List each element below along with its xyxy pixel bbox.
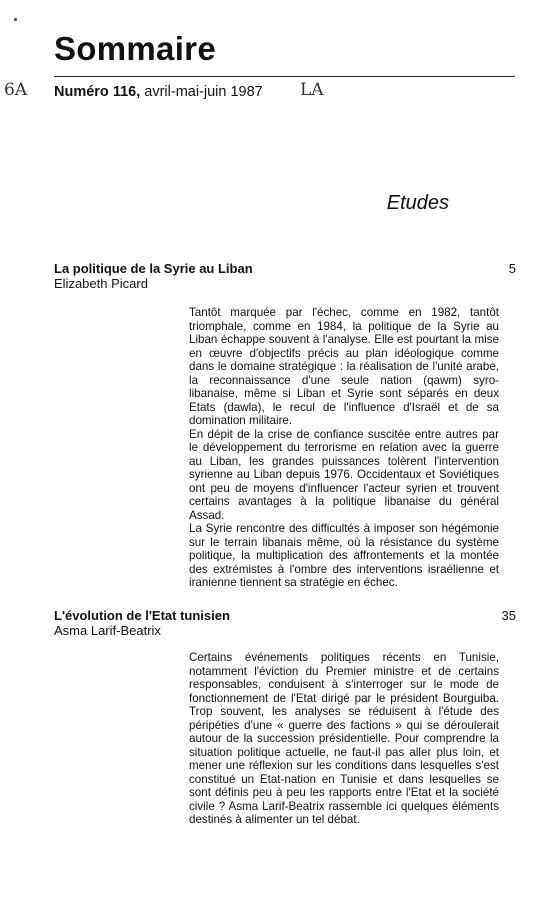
article-title: L'évolution de l'Etat tunisien: [54, 608, 230, 623]
article-abstract: [189, 306, 499, 590]
article-abstract: [189, 651, 499, 827]
issue-date: avril-mai-juin 1987: [140, 84, 263, 100]
article-author: Asma Larif-Beatrix: [54, 623, 161, 638]
article-page-number: 35: [501, 608, 516, 623]
article-title: La politique de la Syrie au Liban: [54, 261, 253, 276]
article-author: Elizabeth Picard: [54, 276, 148, 291]
abstract-paragraph: Certains événements politiques récents en Tunisie, notamment l'éviction du Premier ministre et de certains responsables, conduisent à s'interroger sur le mode de fonctionnement de l'Etat dirigé par le président Bourguiba. Trop souvent, les analyses se réduisent à l'étude des péripéties d'une « guerre des factions » qui se déroulerait autour de la succession présidentielle. Pour comprendre la situation politique actuelle, ne faut-il pas aller plus loin, et mener une réflexion sur les conditions dans lesquelles s'est constitué un Etat-nation en Tunisie et dans lesquelles se sont définis peu à peu les rapports entre l'Etat et la société civile ? Asma Larif-Beatrix rassemble ici quelques éléments destinés à alimenter un tel débat.: [189, 651, 499, 826]
title-rule: [54, 76, 515, 77]
handwritten-note-left: 6A: [4, 80, 28, 100]
abstract-paragraph: La Syrie rencontre des difficultés à imposer son hégémonie sur le terrain libanais même, où la résistance du système politique, la multiplication des affrontements et la montée des extrémistes à l'ombre des interventions israélienne et iranienne tiennent sa stratégie en échec.: [189, 522, 499, 589]
section-heading: Etudes: [386, 192, 449, 214]
article-page-number: 5: [508, 261, 516, 276]
issue-line: [54, 84, 263, 100]
abstract-paragraph: En dépit de la crise de confiance suscitée entre autres par le développement du terrorisme en relation avec la guerre au Liban, les grandes puissances tolèrent l'intervention syrienne au Liban depuis 1976. Occidentaux et Soviétiques ont peu de moyens d'influencer l'acteur syrien et trouvent certains avantages à la politique libanaise du général Assad.: [189, 427, 499, 522]
scan-speck: [14, 18, 17, 21]
issue-number: Numéro 116,: [54, 84, 141, 100]
page-title: Sommaire: [54, 30, 216, 67]
abstract-paragraph: Tantôt marquée par l'échec, comme en 1982, tantôt triomphale, comme en 1984, la politique de la Syrie au Liban échappe souvent à l'analyse. Elle est pourtant la mise en œuvre d'objectifs précis au plan idéologique comme dans le domaine stratégique : la réalisation de l'unité arabe, la reconnaissance d'une seule nation (qawm) syro-libanaise, même si Liban et Syrie sont séparés en deux Etats (dawla), le recul de l'influence d'Israël et de sa domination militaire.: [189, 306, 499, 427]
handwritten-note-right: LA: [300, 80, 324, 100]
